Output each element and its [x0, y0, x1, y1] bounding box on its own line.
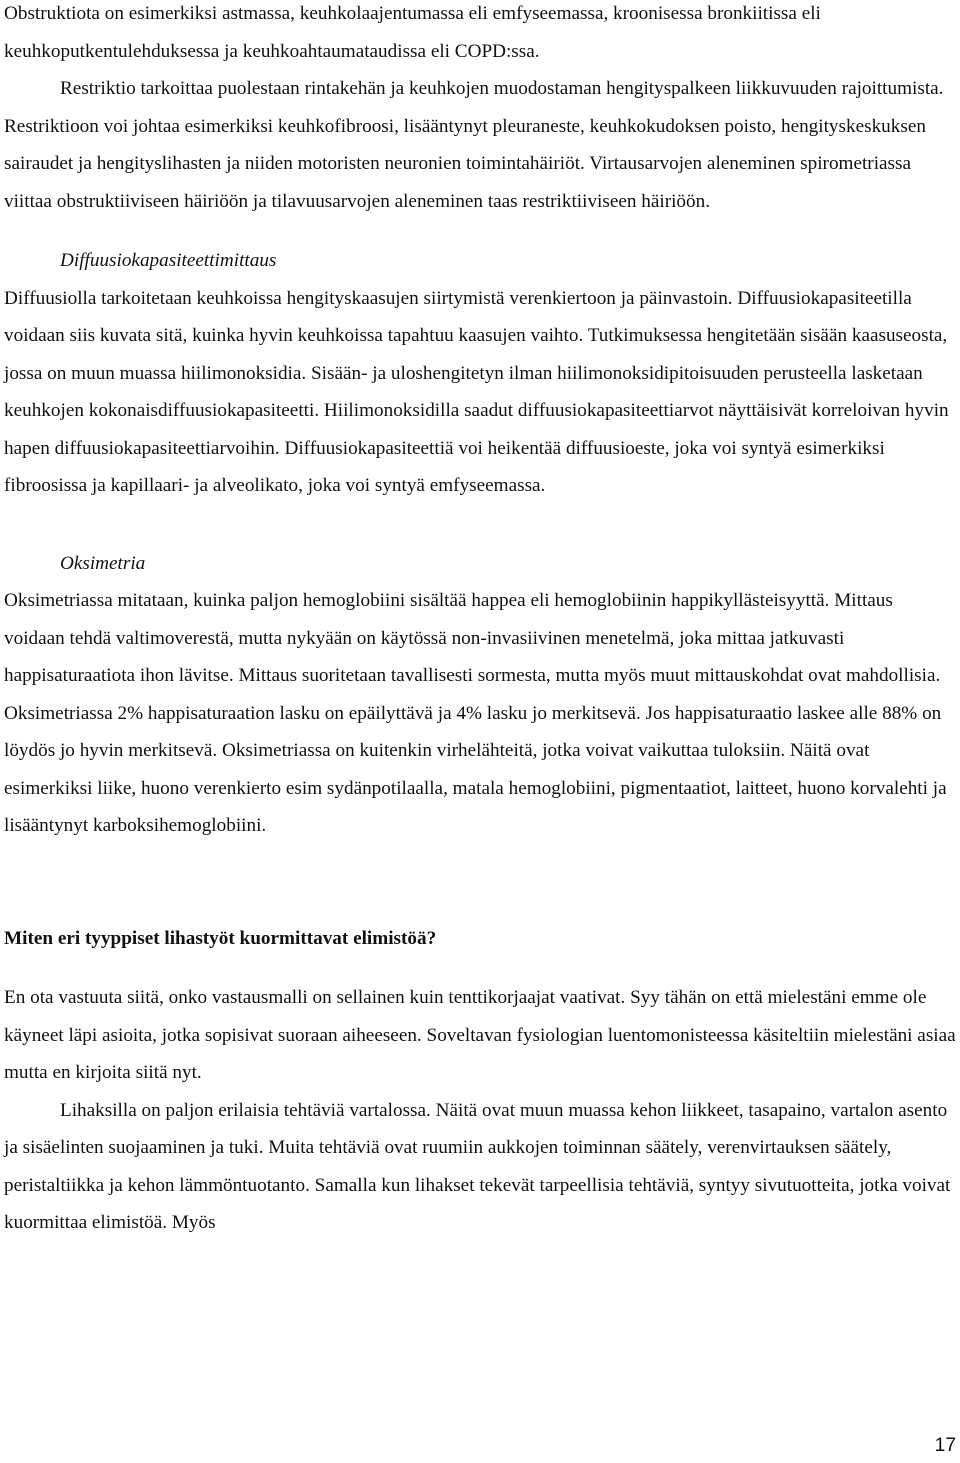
spacer	[4, 220, 956, 242]
heading-oximetry: Oksimetria	[60, 552, 146, 574]
paragraph-muscles: Lihaksilla on paljon erilaisia tehtäviä vartalossa. Näitä ovat muun muassa kehon liikkeet, tasapaino, vartalon asento ja sisäelinten suojaaminen ja tuki. Muita tehtäviä ovat ruumiin aukkojen toiminnan säätely, verenvirtauksen säätely, peristaltiikka ja kehon lämmöntuotanto. Samalla kun lihakset tekevät tarpeellisia tehtäviä, syntyy sivutuotteita, jotka voivat kuormittaa elimistöä. Myös	[4, 1099, 951, 1233]
paragraph-restriction: Restriktio tarkoittaa puolestaan rintakehän ja keuhkojen muodostaman hengityspalkeen liikkuvuuden rajoittumista. Restriktioon voi johtaa esimerkiksi keuhkofibroosi, lisääntynyt pleuraneste, keuhkokudoksen poisto, hengityskeskuksen sairaudet ja hengityslihasten ja niiden motoristen neuronien toimintahäiriöt. Virtausarvojen aleneminen spirometriassa viittaa obstruktiiviseen häiriöön ja tilavuusarvojen aleneminen taas restriktiiviseen häiriöön.	[4, 78, 944, 212]
spacer	[4, 845, 956, 920]
page-number: 17	[934, 1435, 956, 1456]
paragraph-diffusion: Diffuusiolla tarkoitetaan keuhkoissa hengityskaasujen siirtymistä verenkiertoon ja päinvastoin. Diffuusiokapasiteetilla voidaan siis kuvata sitä, kuinka hyvin keuhkoissa tapahtuu kaasujen vaihto. Tutkimuksessa hengitetään sisään kaasuseosta, jossa on muun muassa hiilimonoksidia. Sisään- ja uloshengitetyn ilman hiilimonoksidipitoisuuden perusteella lasketaan keuhkojen kokonaisdiffuusiokapasiteetti. Hiilimonoksidilla saadut diffuusiokapasiteettiarvot näyttäisivät korreloivan hyvin hapen diffuusiokapasiteettiarvoihin. Diffuusiokapasiteettiä voi heikentää diffuusioeste, joka voi syntyä esimerkiksi fibroosissa ja kapillaari- ja alveolikato, joka voi syntyä emfyseemassa.	[4, 287, 949, 496]
spacer	[4, 957, 956, 979]
paragraph-obstruction: Obstruktiota on esimerkiksi astmassa, keuhkolaajentumassa eli emfyseemassa, kroonisessa bronkiitissa eli keuhkoputkentulehduksessa ja keuhkoahtaumataudissa eli COPD:ssa.	[4, 3, 821, 62]
spacer	[4, 505, 956, 545]
heading-question: Miten eri tyyppiset lihastyöt kuormittavat elimistöä?	[4, 927, 437, 949]
paragraph-disclaimer: En ota vastuuta siitä, onko vastausmalli on sellainen kuin tenttikorjaajat vaativat. Syy tähän on että mielestäni emme ole käyneet läpi asioita, jotka sopisivat suoraan aiheeseen. Soveltavan fysiologian luentomonisteessa käsiteltiin mielestäni asiaa mutta en kirjoita siitä nyt.	[4, 987, 956, 1083]
heading-diffusion: Diffuusiokapasiteettimittaus	[60, 250, 277, 271]
document-body	[4, 0, 956, 1242]
paragraph-oximetry: Oksimetriassa mitataan, kuinka paljon hemoglobiini sisältää happea eli hemoglobiinin happikyllästeisyyttä. Mittaus voidaan tehdä valtimoverestä, mutta nykyään on käytössä non-invasiivinen menetelmä, joka mittaa jatkuvasti happisaturaatiota ihon lävitse. Mittaus suoritetaan tavallisesti sormesta, mutta myös muut mittauskohdat ovat mahdollisia. Oksimetriassa 2% happisaturaation lasku on epäilyttävä ja 4% lasku jo merkitsevä. Jos happisaturaatio laskee alle 88% on löydös jo hyvin merkitsevä. Oksimetriassa on kuitenkin virhelähteitä, jotka voivat vaikuttaa tuloksiin. Näitä ovat esimerkiksi liike, huono verenkierto esim sydänpotilaalla, matala hemoglobiini, pigmentaatiot, laitteet, huono korvalehti ja lisääntynyt karboksihemoglobiini.	[4, 590, 947, 836]
